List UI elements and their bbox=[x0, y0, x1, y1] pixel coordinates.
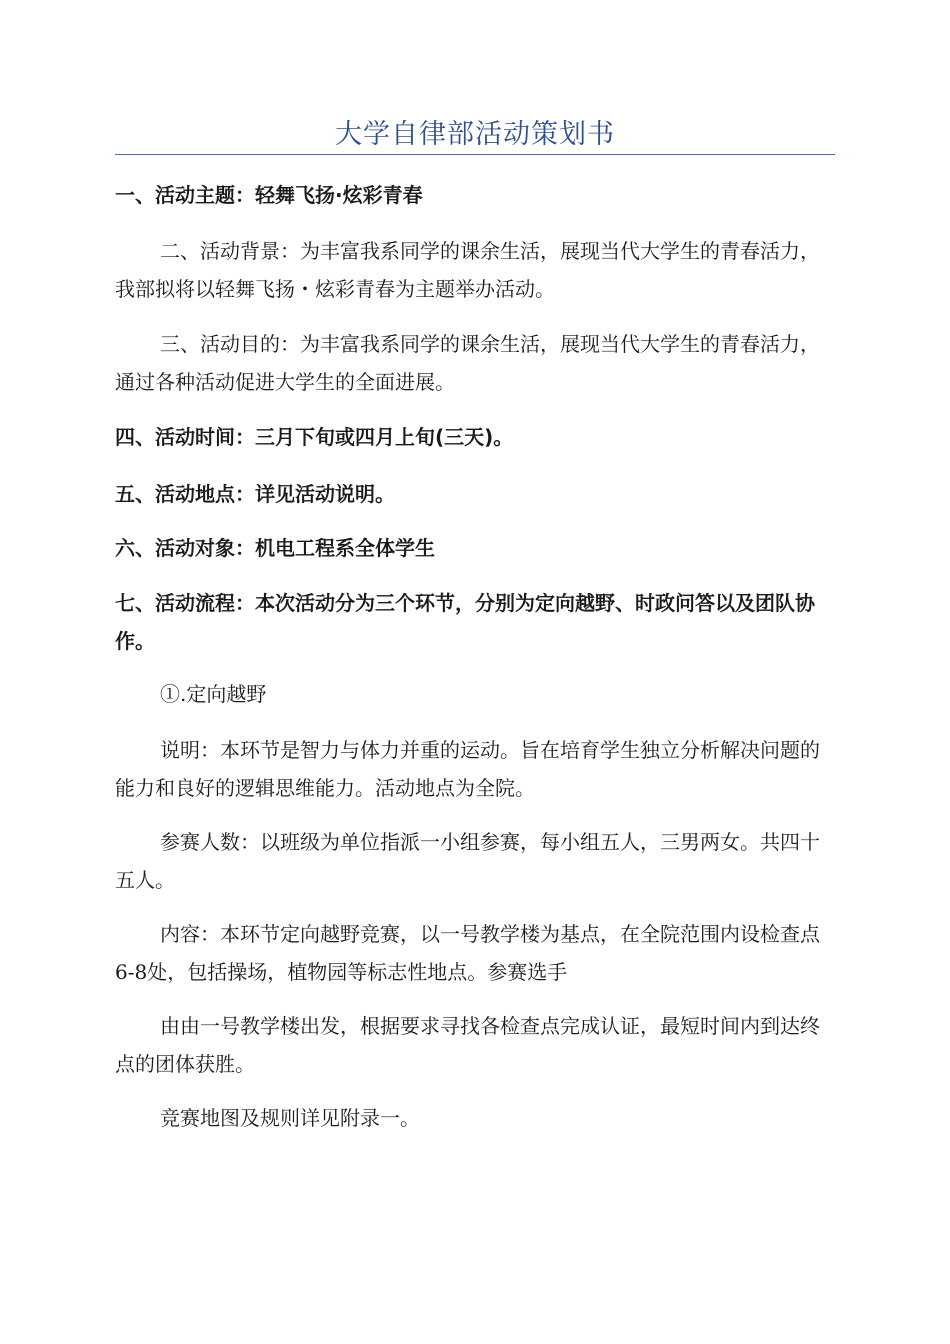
orienteering-description: 说明：本环节是智力与体力并重的运动。旨在培育学生独立分析解决问题的能力和良好的逻辑思维能力。活动地点为全院。 bbox=[115, 738, 820, 800]
section-location: 五、活动地点：详见活动说明。 bbox=[115, 482, 395, 506]
title-underline bbox=[115, 154, 835, 155]
orienteering-participants: 参赛人数：以班级为单位指派一小组参赛，每小组五人，三男两女。共四十五人。 bbox=[115, 830, 820, 892]
section-background: 二、活动背景：为丰富我系同学的课余生活，展现当代大学生的青春活力，我部拟将以轻舞飞扬・炫彩青春为主题举办活动。 bbox=[115, 239, 820, 301]
orienteering-heading: ①.定向越野 bbox=[160, 682, 267, 706]
section-time: 四、活动时间：三月下旬或四月上旬(三天)。 bbox=[115, 425, 514, 449]
section-theme: 一、活动主题：轻舞飞扬·炫彩青春 bbox=[115, 183, 423, 207]
orienteering-appendix-note: 竞赛地图及规则详见附录一。 bbox=[160, 1106, 420, 1130]
section-purpose: 三、活动目的：为丰富我系同学的课余生活，展现当代大学生的青春活力，通过各种活动促进大学生的全面进展。 bbox=[115, 332, 820, 394]
section-audience: 六、活动对象：机电工程系全体学生 bbox=[115, 536, 435, 560]
document-title: 大学自律部活动策划书 bbox=[335, 119, 615, 150]
orienteering-continuation: 由由一号教学楼出发，根据要求寻找各检查点完成认证，最短时间内到达终点的团体获胜。 bbox=[115, 1014, 820, 1076]
section-process: 七、活动流程：本次活动分为三个环节，分别为定向越野、时政问答以及团队协作。 bbox=[115, 591, 815, 653]
orienteering-content: 内容：本环节定向越野竞赛，以一号教学楼为基点，在全院范围内设检查点6-8处，包括操场，植物园等标志性地点。参赛选手 bbox=[115, 922, 820, 984]
